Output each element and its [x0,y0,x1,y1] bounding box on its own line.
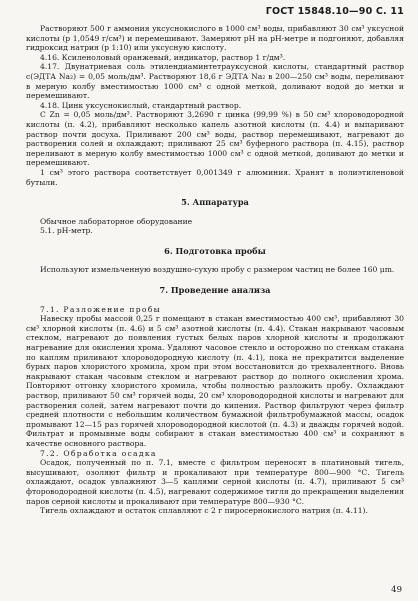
reagent-paragraph: 4.16. Ксиленоловый оранжевый, индикатор, раствор 1 г/дм³. [40,52,286,62]
page-header: ГОСТ 15848.10—90 С. 11 [265,6,404,17]
section-6-heading: 6. Подготовка пробы [164,245,266,256]
subsection-7-2-text: Осадок, полученный по п. 7.1, вместе с фильтром переносят в платиновый тигель, высушивают, озоляют фильтр и прокаливают при температуре 800—900 °С. Тигель охлаждают, осадок увлажняют 3—5 каплями серной кислоты (п. 4.7), приливают 5 см³ фтороводородной кислоты (п. 4.5), нагревают содержимое тигля до прекращения выделения паров серной кислоты и прокаливают при температуре 800—930 °С. [26,458,404,506]
subsection-7-1-text: Навеску пробы массой 0,25 г помещают в стакан вместимостью 400 см³, прибавляют 30 см³ хлорной кислоты (п. 4.6) и 5 см³ азотной кислоты (п. 4.4). Стакан накрывают часовым стеклом, нагревают до появления густых белых паров хлорной кислоты и продолжают нагревание для окисления хрома. Удаляют часовое стекло и осторожно по стенкам стакана по каплям приливают хлороводородную кислоту (п. 4.1), пока не прекратится выделение бурых паров хлористого хромила, хром при этом восстановится до трехвалентного. Вновь накрывают стакан часовым стеклом и нагревают раствор до полного окисления хрома. Повторяют отгонку хлористого хромила, чтобы полностью разложить пробу. Охлаждают раствор, приливают 50 см³ горячей воды, 20 см³ хлороводородной кислоты и нагревают для растворения солей, затем нагревают почти до кипения. Раствор фильтруют через фильтр средней плотности с небольшим количеством бумажной фильтробумажной массы, осадок промывают 12—15 раз горячей хлороводородной кислотой (п. 4.3) и дважды горячей водой. Фильтрат и промывные воды собирают в стакан вместимостью 400 см³ и сохраняют в качестве основного раствора. [26,314,404,448]
section-5-line: Обычное лабораторное оборудование [40,216,193,226]
section-7-heading: 7. Проведение анализа [159,285,271,296]
reagent-paragraph: 1 см³ этого раствора соответствует 0,001349 г алюминия. Хранят в полиэтиленовой бутыли. [26,167,404,187]
page-number: 49 [391,585,402,595]
reagent-paragraph: Растворяют 500 г аммония уксуснокислого в 1000 см³ воды, прибавляют 30 см³ уксусной кислоты (р 1,0549 г/см³) и перемешивают. Замеряют pH на pH-метре и подгоняют, добавляя гидроксид натрия (р 1:10) или уксусную кислоту. [26,24,404,53]
reagent-paragraph: 4.17. Двунатриевая соль этилендиаминтетрауксусной кислоты, стандартный раствор с(ЭДТА Na₂) = 0,05 моль/дм³. Растворяют 18,6 г ЭДТА Na₂ в 200—250 см³ воды, переливают в мерную колбу вместимостью 1000 см³ с одной меткой, доливают водой до метки и перемешивают. [26,62,404,101]
section-5-heading: 5. Аппаратура [181,197,249,208]
section-5-line: 5.1. pH-метр. [40,226,93,236]
document-body [26,24,404,516]
subsection-7-1-title: 7.1. Разложение пробы [40,304,161,314]
subsection-7-2-text: Тигель охлаждают и остаток сплавляют с 2 г пиросернокислого натрия (п. 4.11). [40,506,368,516]
subsection-7-2-title: 7.2. Обработка осадка [40,448,157,458]
section-6-text: Используют измельченную воздушно-сухую пробу с размером частиц не более 160 μm. [40,265,395,275]
reagent-paragraph: 4.18. Цинк уксуснокислый, стандартный раствор. [40,100,242,110]
reagent-paragraph: C Zn = 0,05 моль/дм³. Растворяют 3,2690 г цинка (99,99 %) в 50 см³ хлороводородной кислоты (п. 4.2), прибавляют несколько капель азотной кислоты (п. 4.4) и выпаривают раствор почти досуха. Приливают 200 см³ воды, раствор перемешивают, нагревают до растворения солей и охлаждают; приливают 25 см³ буферного раствора (п. 4.15), раствор переливают в мерную колбу вместимостью 1000 см³ с одной меткой, доливают до метки и перемешивают. [26,110,404,168]
